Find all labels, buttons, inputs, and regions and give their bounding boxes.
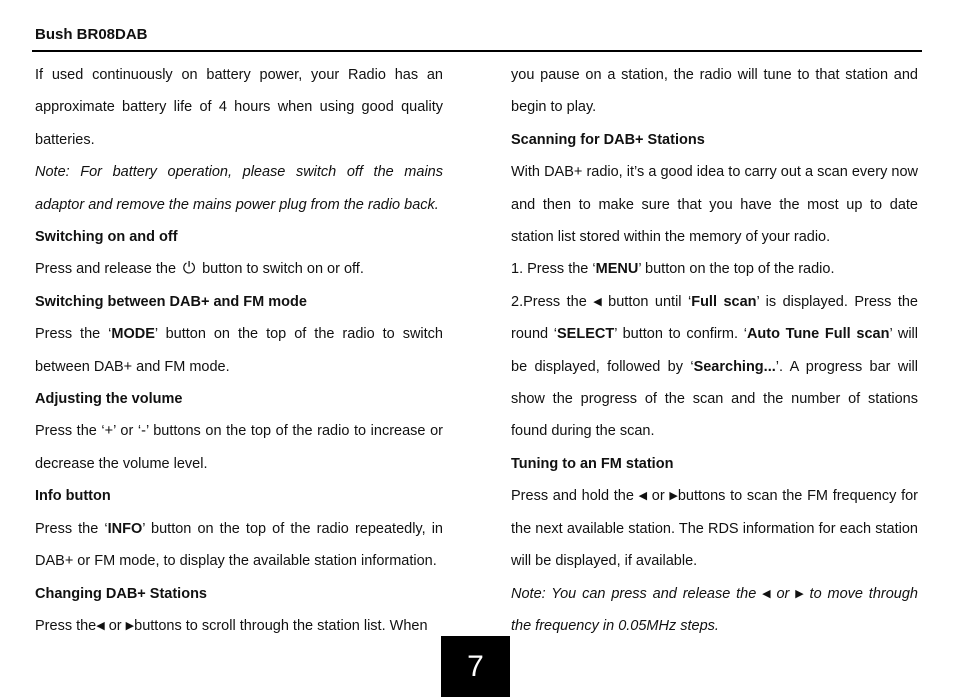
continuation-paragraph: you pause on a station, the radio will tune to that station and begin to play.: [511, 67, 918, 116]
mode-paragraph: Press the ‘MODE’ button on the top of the radio to switch between DAB+ and FM mode.: [35, 326, 444, 375]
onoff-paragraph: Press and release the ⏻ button to switch on or off.: [35, 253, 443, 285]
scan-paragraph: With DAB+ radio, it’s a good idea to carry out a scan every now and then to make sure that you have the most up to date station list stored within the memory of your radio.: [511, 164, 918, 246]
volume-paragraph: Press the ‘+’ or ‘-’ buttons on the top of the radio to increase or decrease the volume level.: [35, 423, 443, 472]
heading-switching-on-off: Switching on and off: [35, 229, 178, 246]
right-arrow-icon: ▶: [125, 619, 135, 632]
searching-key: Searching...: [693, 358, 776, 375]
menu-key: MENU: [595, 261, 639, 278]
battery-note: Note: For battery operation, please switch off the mains adaptor and remove the mains power plug from the radio back.: [35, 164, 443, 213]
fm-note: Note: You can press and release the ◀ or ▶ to move through the frequency in 0.05MHz steps.: [511, 578, 918, 643]
page-number-box: [441, 636, 510, 697]
info-paragraph: Press the ‘INFO’ button on the top of the radio repeatedly, in DAB+ or FM mode, to display the available station information.: [35, 520, 443, 570]
changing-paragraph: Press the◀ or ▶buttons to scroll through the station list. When: [35, 610, 443, 642]
page-header: [32, 26, 922, 52]
fm-paragraph: Press and hold the ◀ or ▶buttons to scan the FM frequency for the next available station. The RDS information for each station will be displayed, if available.: [511, 480, 918, 577]
auto-tune-key: Auto Tune Full scan: [746, 326, 890, 343]
full-scan-key: Full scan: [691, 293, 757, 310]
power-icon: ⏻: [182, 260, 196, 278]
step-2: 2.Press the ◀ button until ‘Full scan’ is displayed. Press the round ‘SELECT’ button to confirm. ‘Auto Tune Full scan’ will be displayed, followed by ‘Searching...’. A progress bar will show the progress of the scan and the number of stations found during the scan.: [511, 286, 918, 448]
heading-mode: Switching between DAB+ and FM mode: [35, 293, 307, 310]
heading-volume: Adjusting the volume: [35, 391, 183, 408]
left-arrow-icon: ◀: [762, 587, 771, 600]
mode-key: MODE: [111, 326, 155, 343]
step-1: 1. Press the ‘MENU’ button on the top of the radio.: [511, 261, 835, 278]
select-key: SELECT: [557, 326, 615, 343]
page-number: 7: [467, 650, 484, 683]
header-title: Bush BR08DAB: [35, 26, 148, 43]
left-arrow-icon: ◀: [96, 619, 105, 632]
right-arrow-icon: ▶: [795, 587, 804, 600]
heading-scanning: Scanning for DAB+ Stations: [511, 131, 705, 148]
left-arrow-icon: ◀: [638, 490, 648, 503]
info-key: INFO: [107, 520, 143, 537]
right-arrow-icon: ▶: [669, 490, 678, 503]
heading-changing-stations: Changing DAB+ Stations: [35, 585, 207, 602]
right-column: [511, 59, 918, 642]
left-arrow-icon: ◀: [593, 295, 602, 308]
battery-paragraph: If used continuously on battery power, your Radio has an approximate battery life of 4 hours when using good quality batteries.: [35, 67, 443, 148]
heading-info: Info button: [35, 488, 111, 505]
left-column: [35, 59, 443, 642]
heading-fm-tuning: Tuning to an FM station: [511, 455, 674, 472]
